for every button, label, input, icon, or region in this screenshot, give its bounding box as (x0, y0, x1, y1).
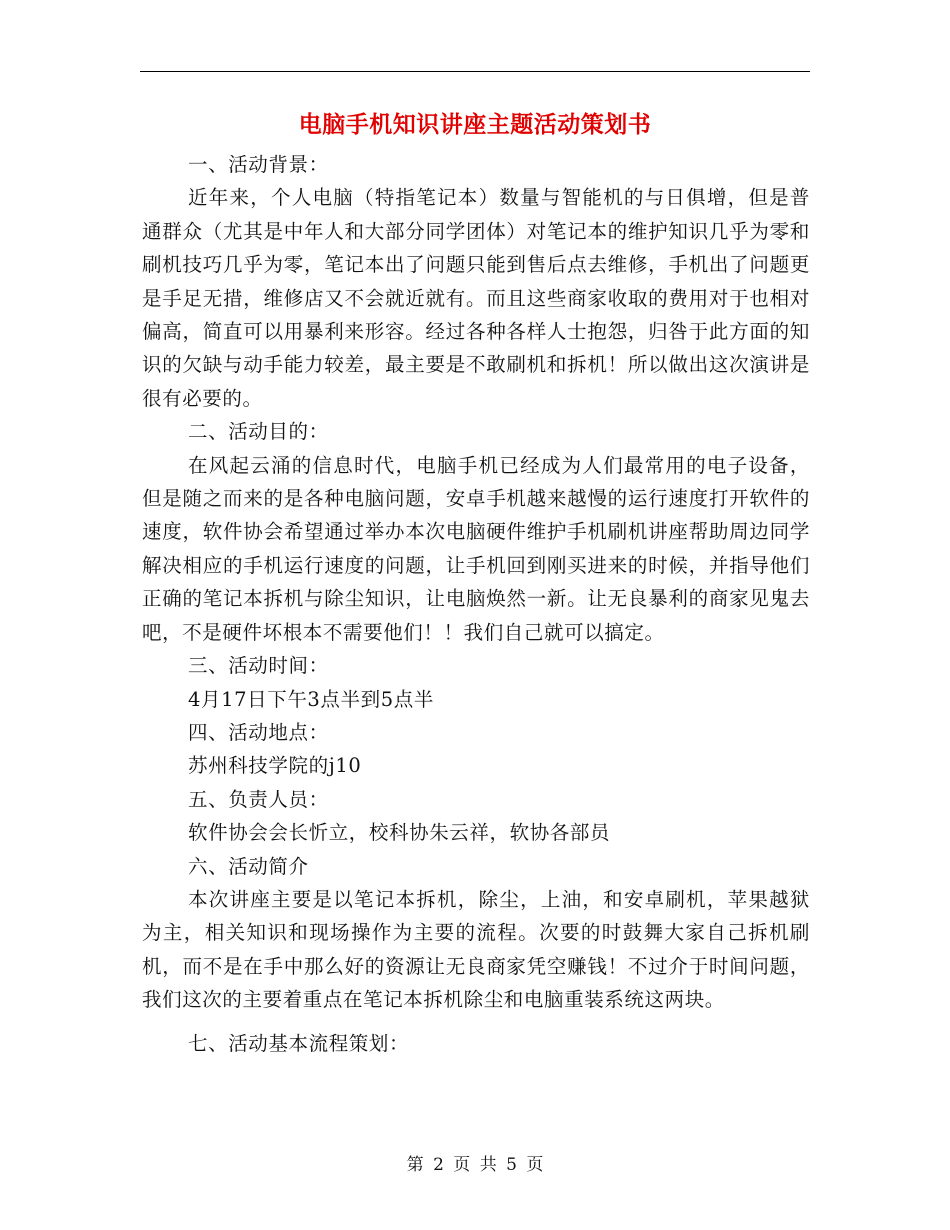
section-value-staff: 软件协会会长忻立，校科协朱云祥，软协各部员 (188, 821, 611, 845)
section-heading-purpose: 二、活动目的： (188, 420, 329, 444)
section-value-time: 4月17日下午3点半到5点半 (188, 687, 434, 711)
section-body-background: 近年来，个人电脑（特指笔记本）数量与智能机的与日俱增，但是普通群众（尤其是中年人和大部分同学团体）对笔记本的维护知识几乎为零和刷机技巧几乎为零，笔记本出了问题只能到售后点去维修，手机出了问题更是手足无措，维修店又不会就近就有。而且这些商家收取的费用对于也相对偏高，简直可以用暴利来形容。经过各种各样人士抱怨，归咎于此方面的知识的欠缺与动手能力较差，最主要是不敢刷机和拆机！所以做出这次演讲是很有必要的。 (142, 186, 810, 410)
section-heading-process: 七、活动基本流程策划： (188, 1031, 410, 1055)
section-heading-staff: 五、负责人员： (188, 787, 329, 811)
section-body-summary: 本次讲座主要是以笔记本拆机，除尘，上油，和安卓刷机，苹果越狱为主，相关知识和现场操作为主要的流程。次要的时鼓舞大家自己拆机刷机，而不是在手中那么好的资源让无良商家凭空赚钱！不过介于时间问题，我们这次的主要着重点在笔记本拆机除尘和电脑重装系统这两块。 (142, 887, 810, 1012)
section-body-purpose: 在风起云涌的信息时代，电脑手机已经成为人们最常用的电子设备，但是随之而来的是各种电脑问题，安卓手机越来越慢的运行速度打开软件的速度，软件协会希望通过举办本次电脑硬件维护手机刷机讲座帮助周边同学解决相应的手机运行速度的问题，让手机回到刚买进来的时候，并指导他们正确的笔记本拆机与除尘知识，让电脑焕然一新。让无良暴利的商家见鬼去吧，不是硬件坏根本不需要他们！！我们自己就可以搞定。 (142, 453, 810, 644)
section-heading-summary: 六、活动简介 (188, 854, 309, 878)
document-body (142, 148, 810, 1060)
section-heading-location: 四、活动地点： (188, 720, 329, 744)
document-title: 电脑手机知识讲座主题活动策划书 (298, 111, 652, 138)
section-heading-background: 一、活动背景： (188, 153, 329, 176)
section-heading-time: 三、活动时间： (188, 654, 329, 678)
page-number-footer: 第 2 页 共 5 页 (406, 1155, 544, 1175)
header-rule (140, 71, 810, 72)
section-value-location: 苏州科技学院的j10 (188, 754, 362, 778)
